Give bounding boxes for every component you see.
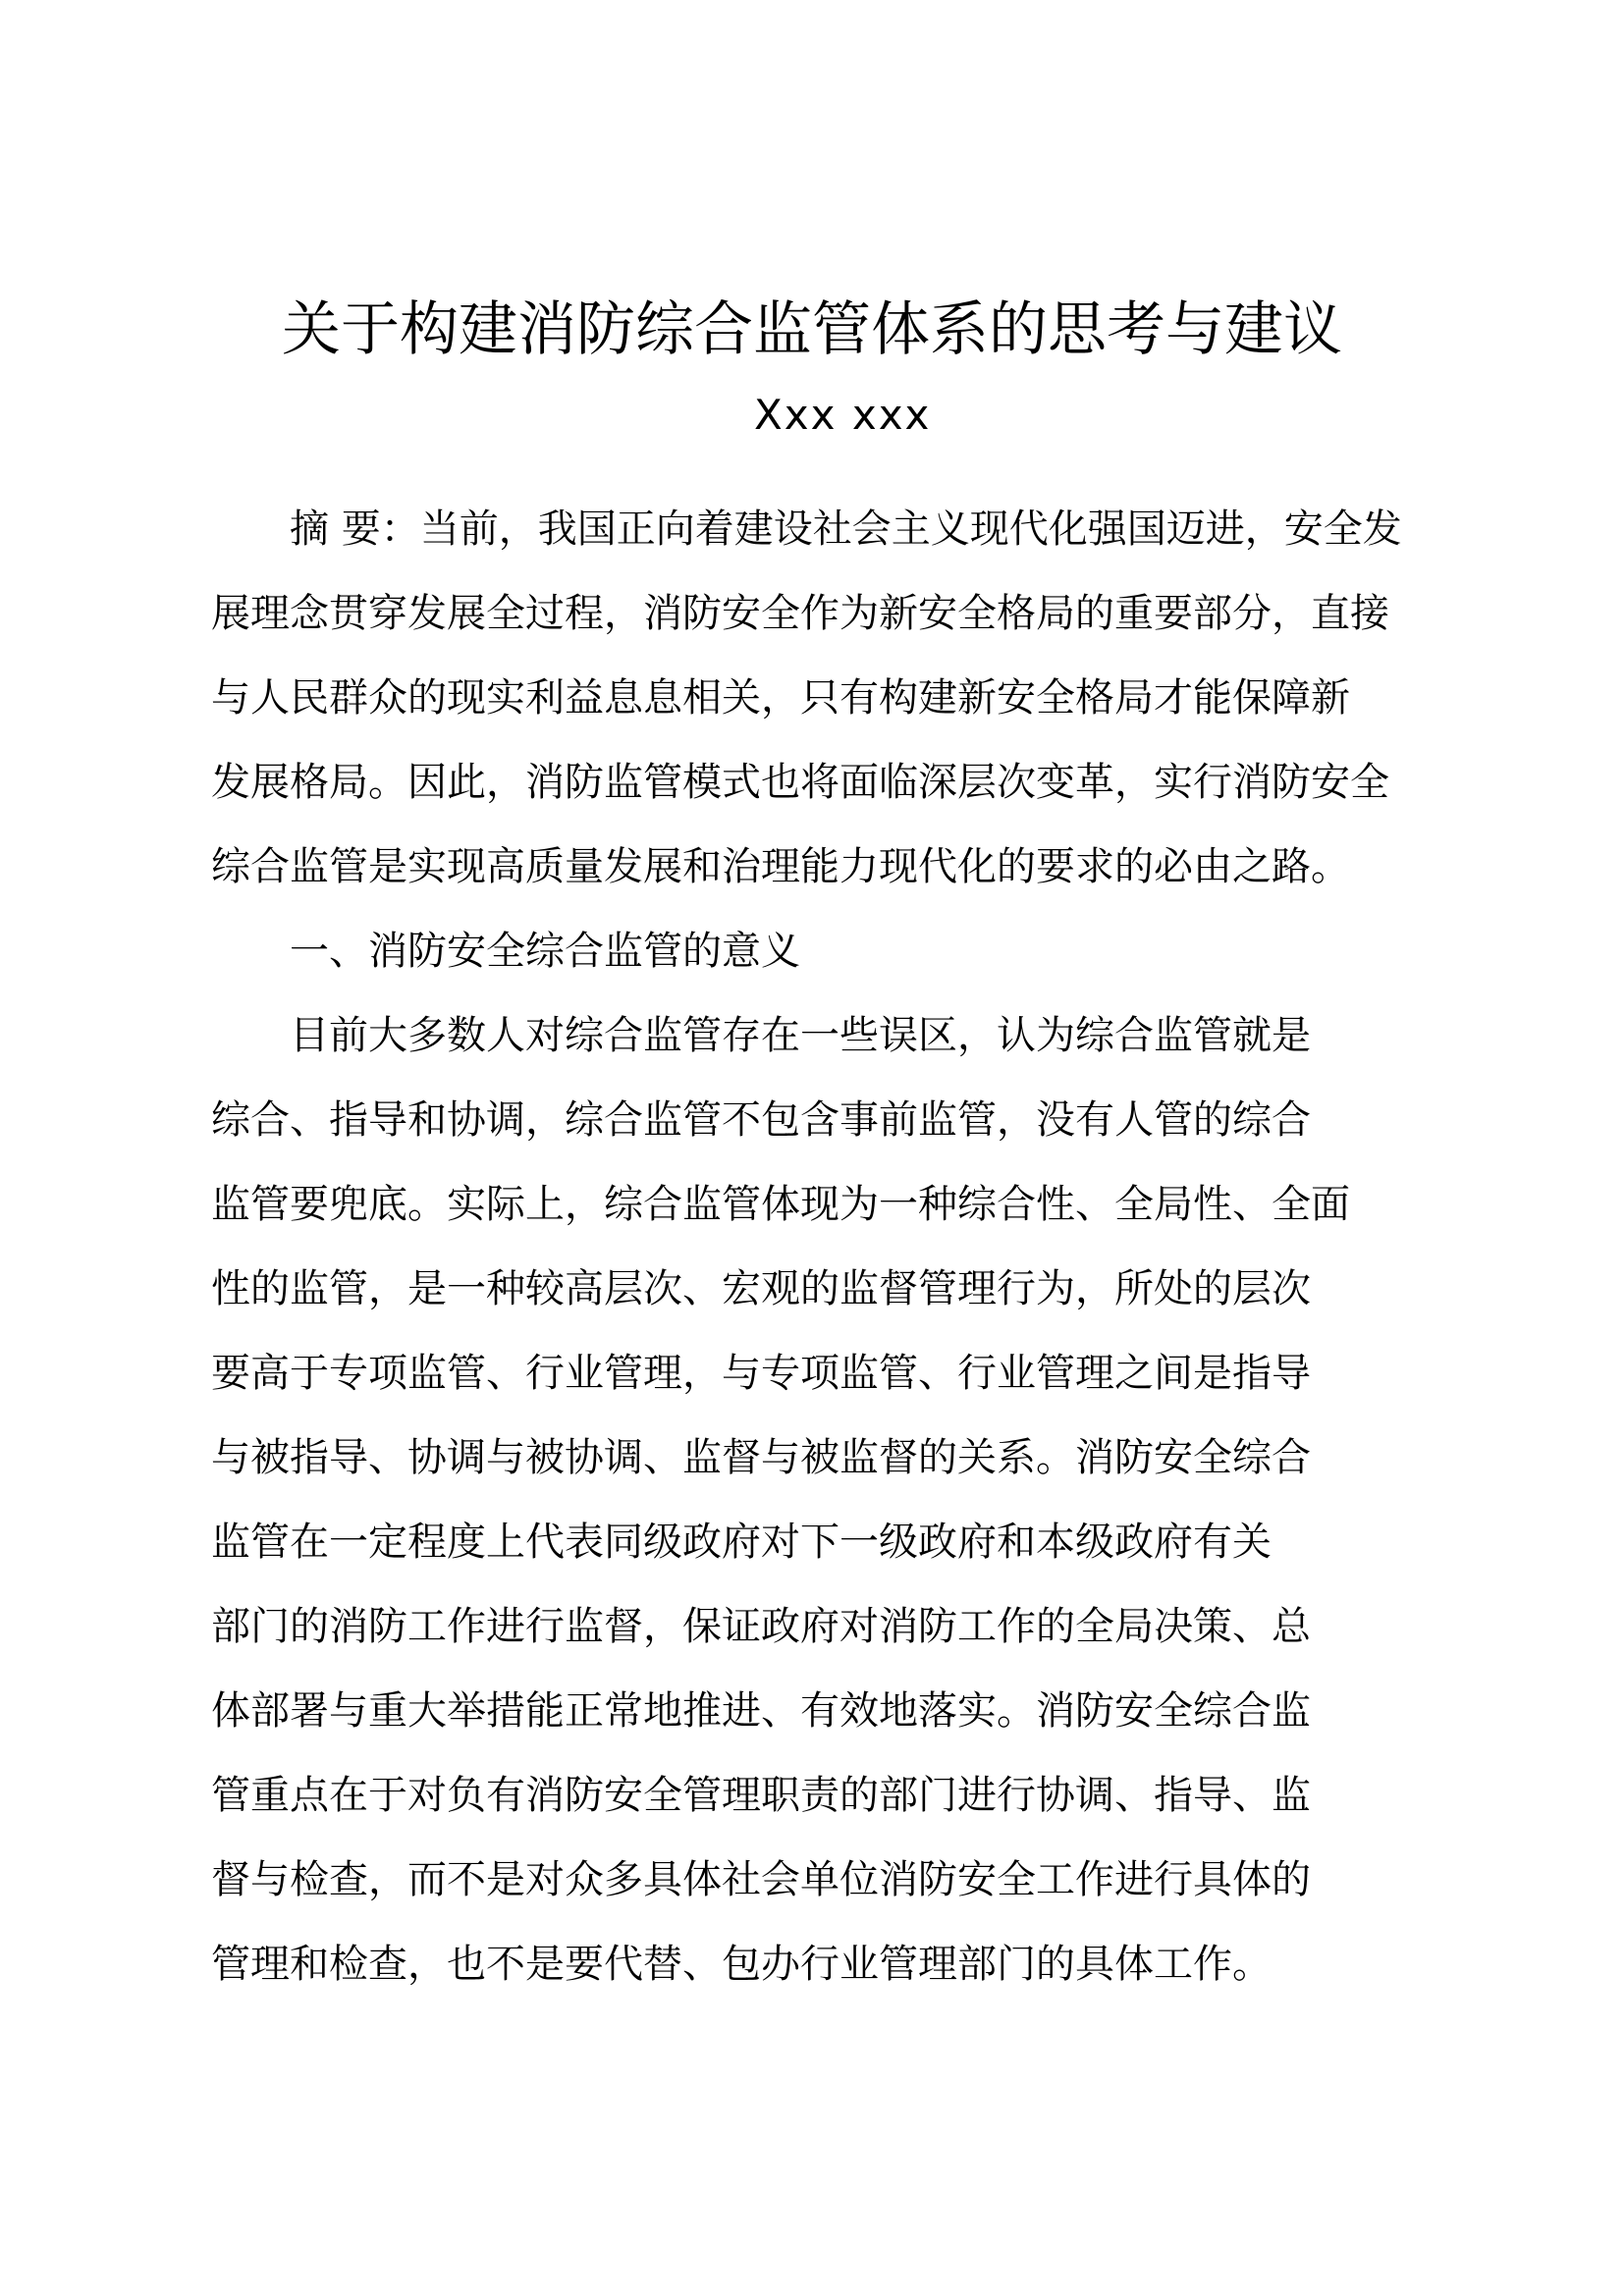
- paragraph-line: 监管在一定程度上代表同级政府对下一级政府和本级政府有关: [211, 1520, 1272, 1565]
- paragraph-line: 目前大多数人对综合监管存在一些误区，认为综合监管就是: [290, 1013, 1311, 1058]
- paragraph-line: 综合、指导和协调，综合监管不包含事前监管，没有人管的综合: [211, 1097, 1311, 1143]
- abstract-line: 摘 要：当前，我国正向着建设社会主义现代化强国迈进，安全发: [290, 507, 1402, 552]
- paragraph-line: 体部署与重大举措能正常地推进、有效地落实。消防安全综合监: [211, 1688, 1311, 1734]
- paragraph-line: 部门的消防工作进行监督，保证政府对消防工作的全局决策、总: [211, 1604, 1311, 1649]
- abstract-line: 综合监管是实现高质量发展和治理能力现代化的要求的必由之路。: [211, 844, 1350, 889]
- paragraph-line: 督与检查，而不是对众多具体社会单位消防安全工作进行具体的: [211, 1857, 1311, 1902]
- paragraph-line: 管重点在于对负有消防安全管理职责的部门进行协调、指导、监: [211, 1773, 1311, 1818]
- document-title: 关于构建消防综合监管体系的思考与建议: [282, 295, 1342, 364]
- paragraph-line: 要高于专项监管、行业管理，与专项监管、行业管理之间是指导: [211, 1351, 1311, 1396]
- document-author: Xxx xxx: [754, 391, 932, 439]
- abstract-line: 展理念贯穿发展全过程，消防安全作为新安全格局的重要部分，直接: [211, 591, 1389, 636]
- paragraph-line: 监管要兜底。实际上，综合监管体现为一种综合性、全局性、全面: [211, 1182, 1350, 1227]
- paragraph-line: 性的监管，是一种较高层次、宏观的监督管理行为，所处的层次: [211, 1266, 1311, 1311]
- abstract-line: 发展格局。因此，消防监管模式也将面临深层次变革，实行消防安全: [211, 760, 1389, 805]
- paragraph-line: 与被指导、协调与被协调、监督与被监督的关系。消防安全综合: [211, 1435, 1311, 1480]
- section-heading: 一、消防安全综合监管的意义: [290, 929, 800, 974]
- abstract-line: 与人民群众的现实利益息息相关，只有构建新安全格局才能保障新: [211, 675, 1350, 721]
- document-body: [211, 487, 1424, 2006]
- paragraph-line: 管理和检查，也不是要代替、包办行业管理部门的具体工作。: [211, 1942, 1272, 1987]
